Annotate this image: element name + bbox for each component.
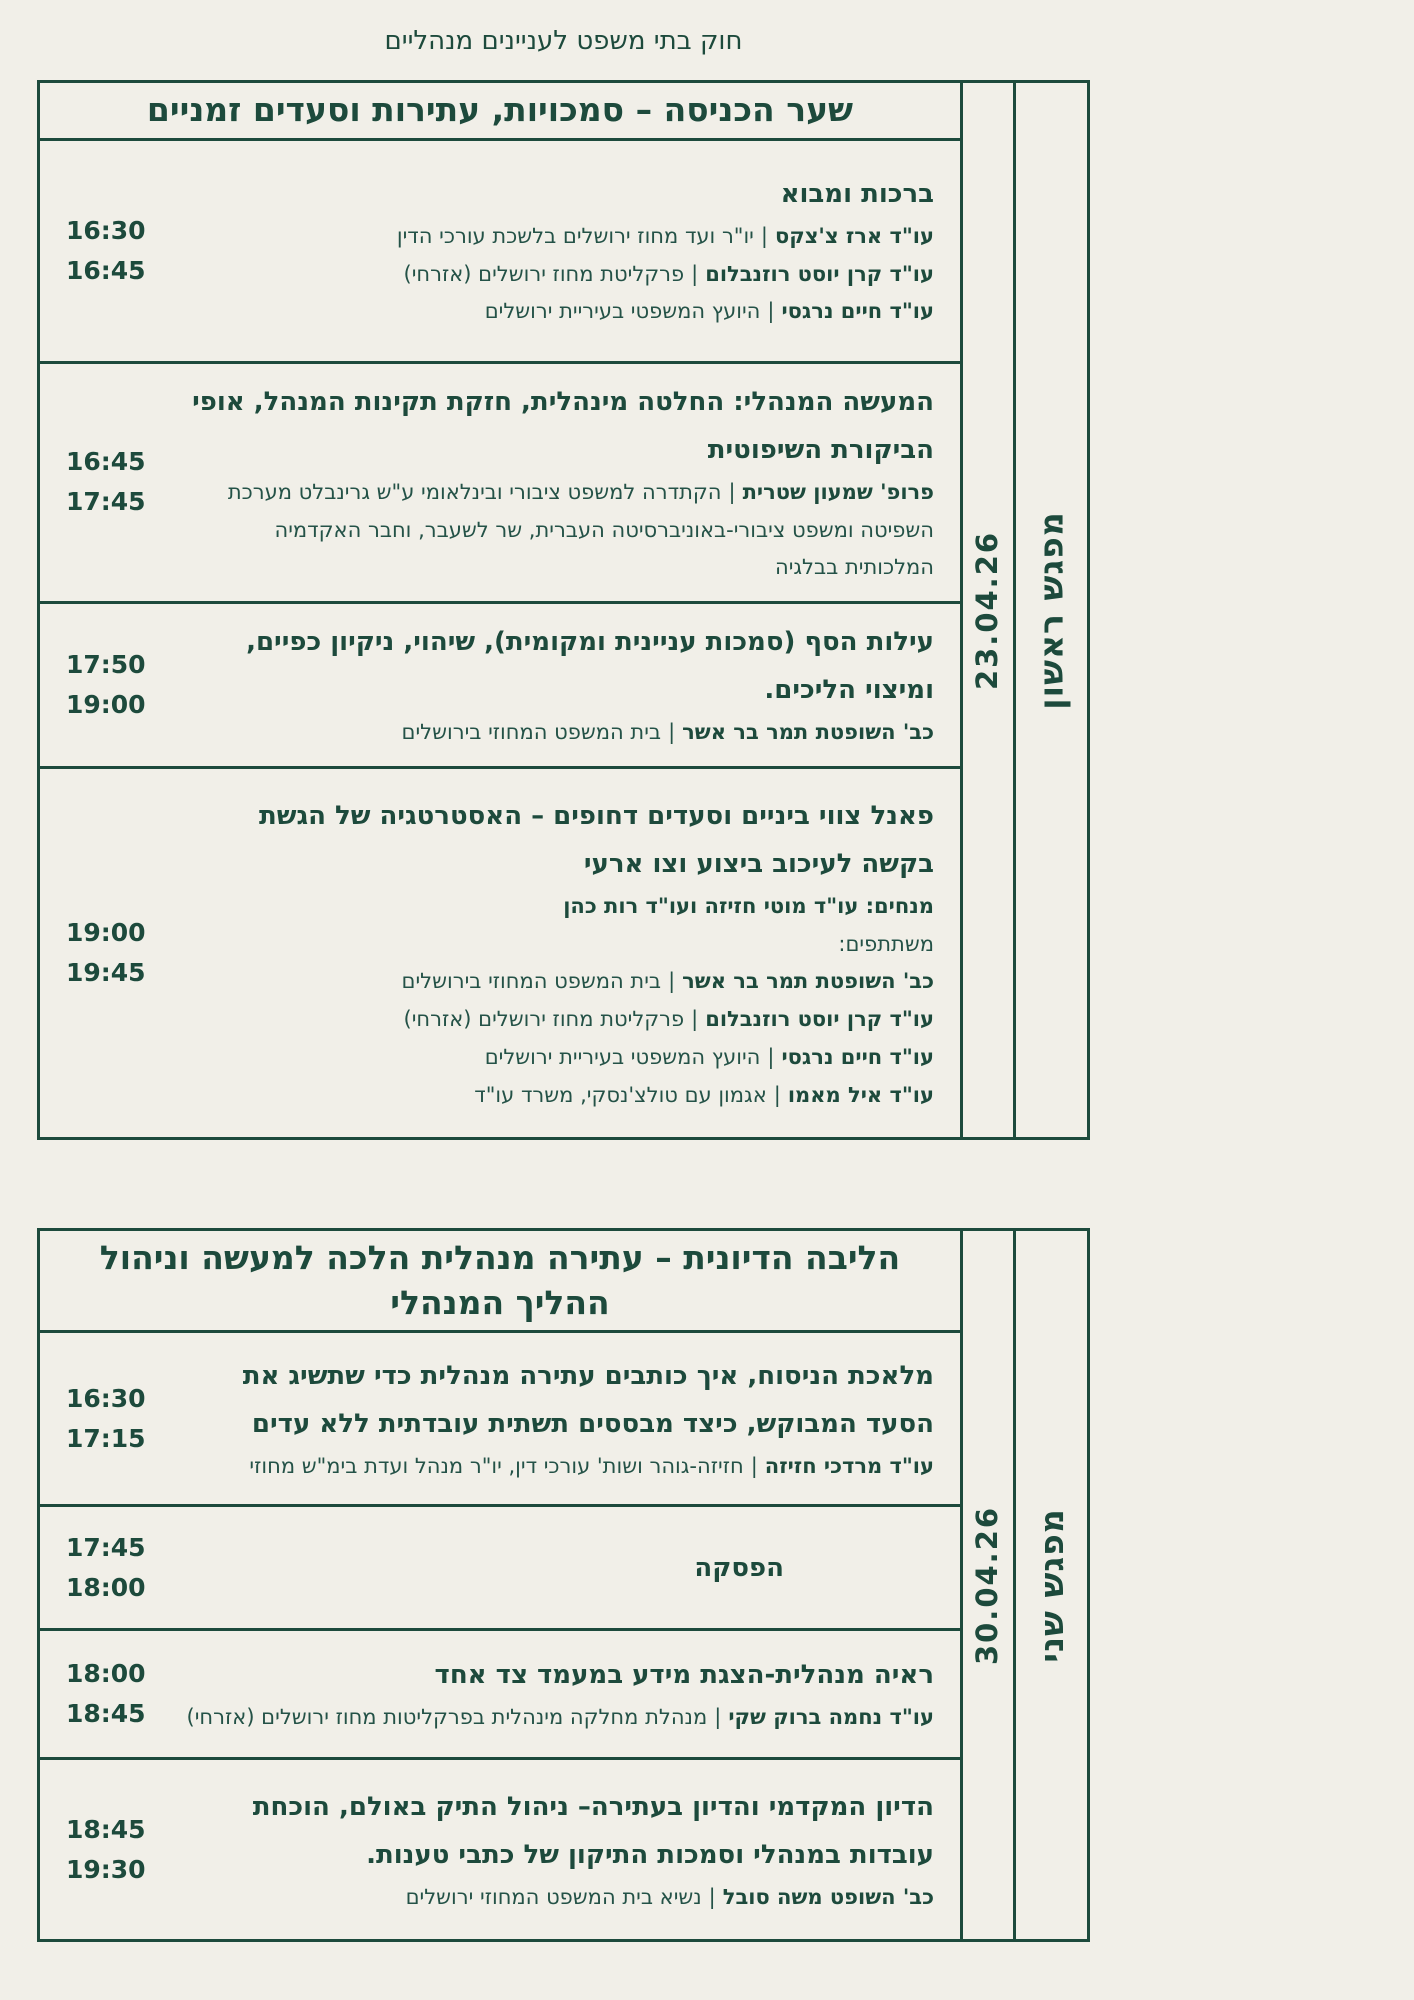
speaker-name: עו"ד איל מאמו bbox=[787, 1082, 934, 1107]
speaker-name: עו"ד חיים נרגסי bbox=[781, 1045, 934, 1069]
session-1-label: מפגש ראשון bbox=[1031, 510, 1071, 710]
session-2-main-column bbox=[40, 1231, 960, 1939]
separator: | bbox=[668, 720, 676, 745]
separator: | bbox=[760, 223, 768, 248]
agenda-row bbox=[40, 141, 960, 364]
agenda-item-title: הדיון המקדמי והדיון בעתירה– ניהול התיק באולם, הוכחת עובדות במנהלי וסמכות התיקון של כתבי טענות. bbox=[252, 1791, 934, 1870]
time-range bbox=[66, 1810, 184, 1890]
agenda-item-title: פאנל צווי ביניים וסעדים דחופים – האסטרטגיה של הגשת בקשה לעיכוב ביצוע וצו ארעי bbox=[259, 800, 934, 879]
speaker-role: מנהלת מחלקה מינהלית בפרקליטות מחוז ירושלים (אזרחי) bbox=[186, 1705, 708, 1730]
separator: | bbox=[728, 479, 736, 504]
agenda-row bbox=[40, 1631, 960, 1760]
speaker-role: פרקליטת מחוז ירושלים (אזרחי) bbox=[403, 261, 685, 286]
speaker-role: בית המשפט המחוזי בירושלים bbox=[401, 969, 662, 994]
time-range bbox=[66, 1379, 184, 1459]
time-range bbox=[66, 645, 184, 725]
end-time: 16:45 bbox=[66, 255, 146, 285]
speaker-name: עו"ד מרדכי חזיזה bbox=[764, 1453, 934, 1478]
session-2-date-column bbox=[960, 1231, 1016, 1939]
agenda-row bbox=[40, 769, 960, 1137]
speaker-name: פרופ' שמעון שטרית bbox=[742, 479, 934, 504]
session-1-date: 23.04.26 bbox=[970, 530, 1005, 690]
separator: | bbox=[714, 1705, 722, 1730]
speaker-name: כב' השופטת תמר בר אשר bbox=[682, 720, 934, 745]
end-time: 18:00 bbox=[66, 1572, 146, 1602]
separator: | bbox=[708, 1884, 716, 1909]
end-time: 17:45 bbox=[66, 487, 146, 517]
start-time: 18:45 bbox=[66, 1814, 146, 1844]
speaker-role: הקתדרה למשפט ציבורי ובינלאומי ע"ש גרינבלט מערכת השפיטה ומשפט ציבורי-באוניברסיטה העברית, שר לשעבר, וחבר האקדמיה המלכותית בבלגיה bbox=[227, 479, 934, 580]
agenda-row bbox=[40, 364, 960, 605]
time-range bbox=[66, 1528, 184, 1608]
speaker-name: כב' השופט משה סובל bbox=[722, 1884, 934, 1909]
speaker-role: היועץ המשפטי בעיריית ירושלים bbox=[484, 299, 761, 324]
speaker-line bbox=[184, 218, 934, 256]
start-time: 17:50 bbox=[66, 650, 146, 680]
agenda-row-content bbox=[184, 792, 934, 1115]
participants-label: משתתפים: bbox=[838, 931, 934, 956]
session-1-main-column bbox=[40, 83, 960, 1137]
speaker-name: כב' השופטת תמר בר אשר bbox=[682, 969, 934, 994]
separator: | bbox=[691, 261, 699, 286]
speaker-role: נשיא בית המשפט המחוזי ירושלים bbox=[405, 1884, 702, 1909]
agenda-item-title: עילות הסף (סמכות עניינית ומקומית), שיהוי, ניקיון כפיים, ומיצוי הליכים. bbox=[246, 627, 934, 706]
agenda-item-title: ראיה מנהלית-הצגת מידע במעמד צד אחד bbox=[434, 1660, 934, 1691]
speaker-line bbox=[184, 1001, 934, 1039]
speaker-line bbox=[184, 293, 934, 331]
session-2-label: מפגש שני bbox=[1031, 1507, 1071, 1663]
speaker-name: עו"ד ארז צ'צקס bbox=[774, 223, 934, 248]
separator: | bbox=[691, 1007, 699, 1032]
start-time: 16:30 bbox=[66, 1383, 146, 1413]
agenda-row bbox=[40, 1760, 960, 1939]
agenda-row-content bbox=[184, 1544, 934, 1592]
start-time: 18:00 bbox=[66, 1659, 146, 1689]
time-range bbox=[66, 211, 184, 291]
session-2-table bbox=[37, 1228, 1090, 1942]
speaker-role: היועץ המשפטי בעיריית ירושלים bbox=[484, 1045, 761, 1069]
agenda-row-break bbox=[40, 1507, 960, 1631]
agenda-row-content bbox=[184, 618, 934, 752]
end-time: 19:00 bbox=[66, 690, 146, 720]
break-title: הפסקה bbox=[694, 1552, 784, 1583]
agenda-item-title: המעשה המנהלי: החלטה מינהלית, חזקת תקינות המנהל, אופי הביקורת השיפוטית bbox=[192, 386, 934, 465]
speaker-name: עו"ד נחמה ברוק שקי bbox=[728, 1705, 934, 1730]
speaker-line bbox=[184, 1879, 934, 1917]
speaker-line bbox=[184, 1699, 934, 1737]
separator: | bbox=[767, 1045, 775, 1069]
separator: | bbox=[668, 969, 676, 994]
moderators-line: מנחים: עו"ד מוטי חזיזה ועו"ד רות כהן bbox=[563, 893, 934, 918]
time-range bbox=[66, 913, 184, 993]
session-2-label-column bbox=[1016, 1231, 1087, 1939]
agenda-row-content bbox=[184, 1783, 934, 1917]
start-time: 16:30 bbox=[66, 215, 146, 245]
speaker-name: עו"ד קרן יוסט רוזנבלום bbox=[705, 261, 934, 286]
speaker-role: יו"ר ועד מחוז ירושלים בלשכת עורכי הדין bbox=[396, 223, 754, 248]
time-range bbox=[66, 442, 184, 522]
agenda-row-content bbox=[184, 378, 934, 588]
speaker-line bbox=[184, 1039, 934, 1077]
separator: | bbox=[750, 1453, 758, 1478]
session-1-title: שער הכניסה – סמכויות, עתירות וסעדים זמניים bbox=[40, 83, 960, 141]
end-time: 19:30 bbox=[66, 1854, 146, 1884]
session-2-date: 30.04.26 bbox=[970, 1505, 1005, 1665]
agenda-row bbox=[40, 604, 960, 769]
separator: | bbox=[767, 299, 775, 324]
session-1-table bbox=[37, 80, 1090, 1140]
speaker-line bbox=[184, 256, 934, 294]
end-time: 18:45 bbox=[66, 1699, 146, 1729]
speaker-role: אגמון עם טולצ'נסקי, משרד עו"ד bbox=[474, 1082, 767, 1107]
end-time: 19:45 bbox=[66, 958, 146, 988]
speaker-line bbox=[184, 714, 934, 752]
session-1-date-column bbox=[960, 83, 1016, 1137]
document-sheet bbox=[37, 0, 1090, 1942]
speaker-line bbox=[184, 963, 934, 1001]
speaker-role: בית המשפט המחוזי בירושלים bbox=[401, 720, 662, 745]
agenda-item-title: ברכות ומבוא bbox=[780, 178, 934, 209]
session-1-label-column bbox=[1016, 83, 1087, 1137]
start-time: 16:45 bbox=[66, 447, 146, 477]
speaker-role: חזיזה-גוהר ושות' עורכי דין, יו"ר מנהל ועדת בימ"ש מחוזי bbox=[249, 1453, 744, 1478]
start-time: 17:45 bbox=[66, 1532, 146, 1562]
agenda-row bbox=[40, 1333, 960, 1507]
time-range bbox=[66, 1654, 184, 1734]
speaker-line bbox=[184, 474, 934, 587]
page-title: חוק בתי משפט לעניינים מנהליים bbox=[384, 26, 743, 56]
speaker-name: עו"ד חיים נרגסי bbox=[781, 299, 934, 324]
start-time: 19:00 bbox=[66, 918, 146, 948]
speaker-line bbox=[184, 1448, 934, 1486]
session-2-title: הליבה הדיונית – עתירה מנהלית הלכה למעשה וניהול ההליך המנהלי bbox=[40, 1231, 960, 1333]
speaker-role: פרקליטת מחוז ירושלים (אזרחי) bbox=[403, 1007, 685, 1032]
separator: | bbox=[773, 1082, 781, 1107]
agenda-row-content bbox=[184, 1651, 934, 1737]
agenda-item-title: מלאכת הניסוח, איך כותבים עתירה מנהלית כדי שתשיג את הסעד המבוקש, כיצד מבססים תשתית עובדתית ללא עדים bbox=[242, 1360, 934, 1439]
agenda-row-content bbox=[184, 1352, 934, 1486]
speaker-name: עו"ד קרן יוסט רוזנבלום bbox=[705, 1007, 934, 1032]
end-time: 17:15 bbox=[66, 1423, 146, 1453]
agenda-row-content bbox=[184, 170, 934, 331]
speaker-line bbox=[184, 1077, 934, 1115]
